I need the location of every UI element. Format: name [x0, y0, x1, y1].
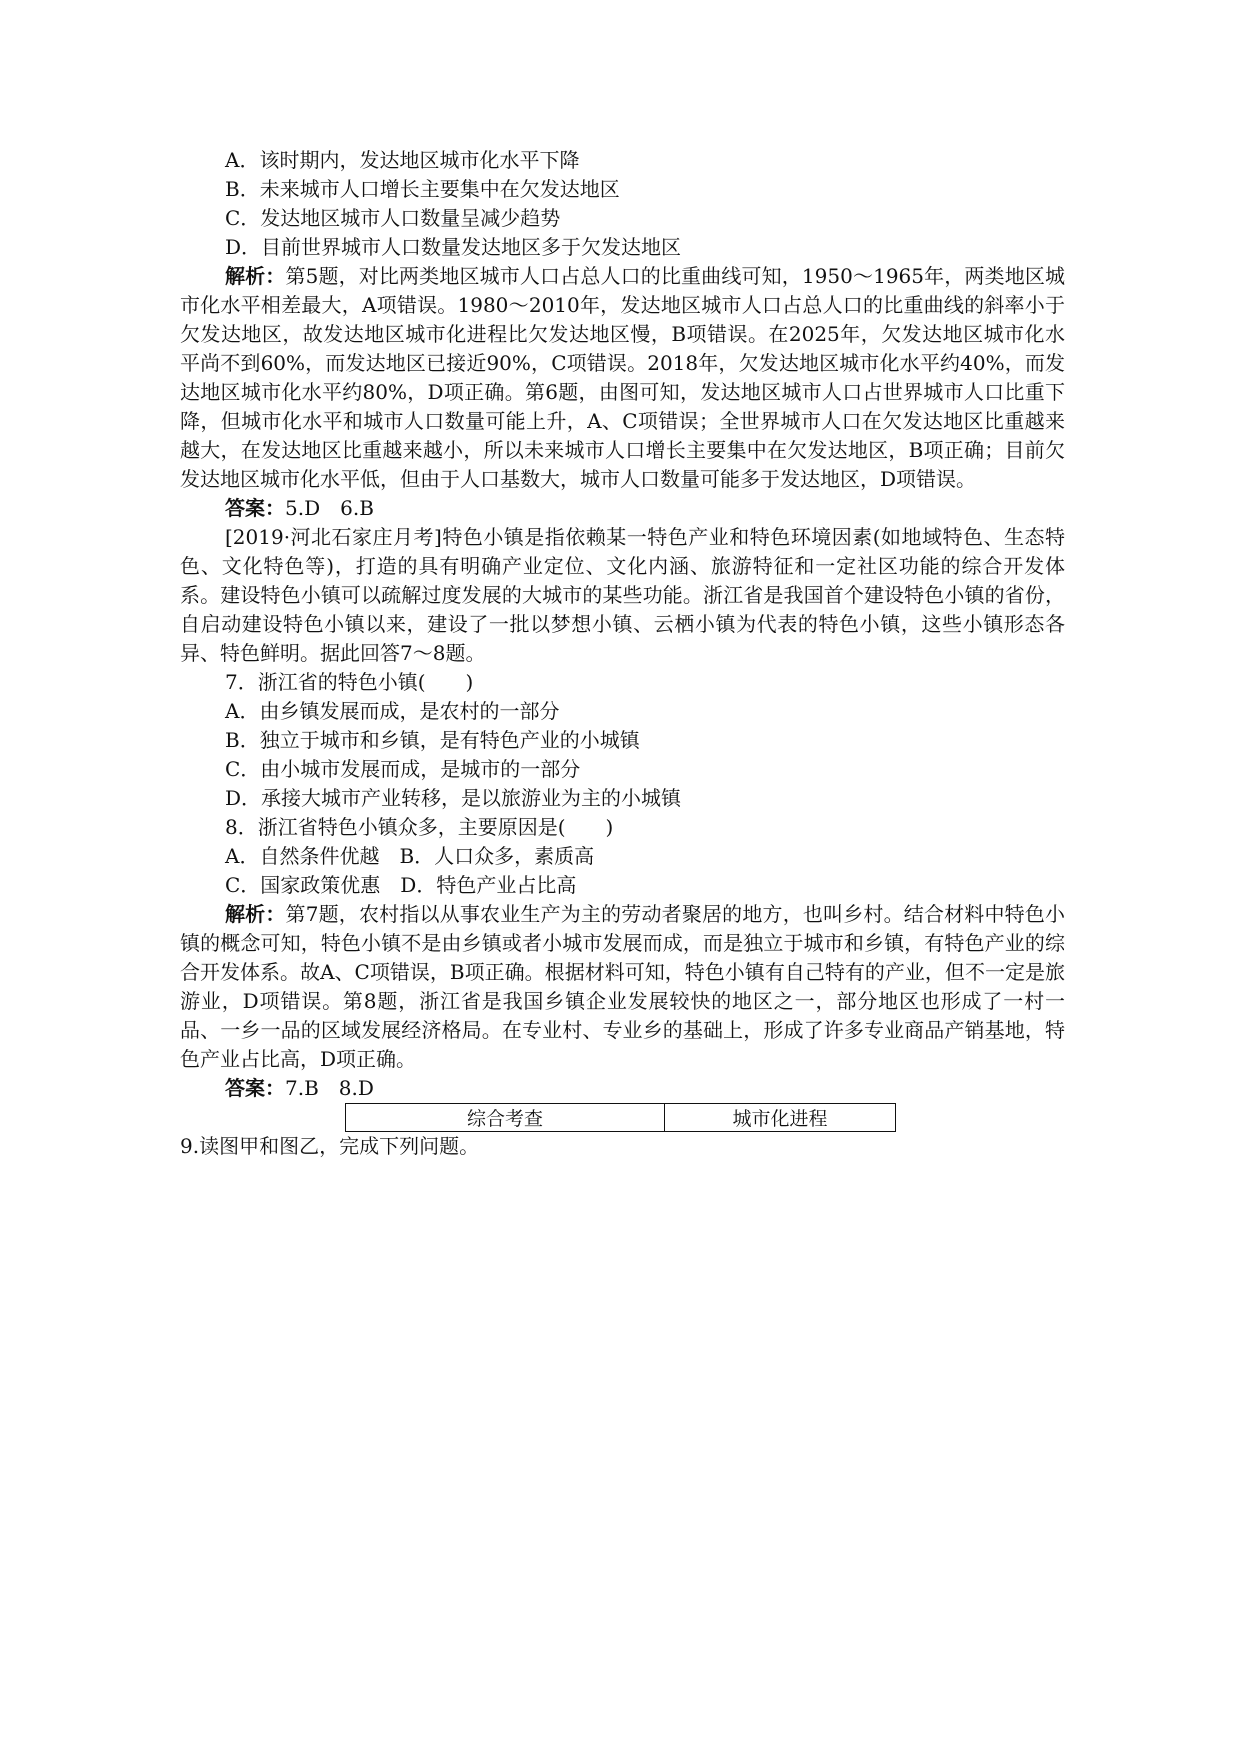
section-category: 综合考查 [346, 1104, 665, 1131]
answer-text: 5.D 6.B [285, 496, 374, 520]
answer-5-6 [180, 494, 1065, 523]
q7-option-c: C．由小城市发展而成，是城市的一部分 [225, 757, 581, 781]
q6-option-c: C．发达地区城市人口数量呈减少趋势 [225, 206, 561, 230]
q7-option-b: B．独立于城市和乡镇，是有特色产业的小城镇 [225, 728, 640, 752]
q6-option-d: D．目前世界城市人口数量发达地区多于欠发达地区 [225, 235, 682, 259]
q6-option-a: A．该时期内，发达地区城市化水平下降 [225, 148, 580, 172]
answer-text: 7.B 8.D [285, 1076, 374, 1100]
answer-label: 答案： [225, 1076, 285, 1100]
q6-option-b: B．未来城市人口增长主要集中在欠发达地区 [225, 177, 620, 201]
passage-7-8 [180, 523, 1065, 668]
q9-stem: 9.读图甲和图乙，完成下列问题。 [180, 1134, 480, 1158]
q8-options-cd: C．国家政策优惠 D．特色产业占比高 [225, 873, 577, 897]
passage-text: 特色小镇是指依赖某一特色产业和特色环境因素(如地域特色、生态特色、文化特色等)，打造的具有明确产业定位、文化内涵、旅游特征和一定社区功能的综合开发体系。建设特色小镇可以疏解过度发展的大城市的某些功能。浙江省是我国首个建设特色小镇的省份，自启动建设特色小镇以来，建设了一批以梦想小镇、云栖小镇为代表的特色小镇，这些小镇形态各异、特色鲜明。据此回答7～8题。 [180, 525, 1065, 665]
q7-option-d: D．承接大城市产业转移，是以旅游业为主的小城镇 [225, 786, 682, 810]
analysis-label: 解析： [225, 264, 286, 288]
analysis-text: 第7题，农村指以从事农业生产为主的劳动者聚居的地方，也叫乡村。结合材料中特色小镇的概念可知，特色小镇不是由乡镇或者小城市发展而成，而是独立于城市和乡镇，有特色产业的综合开发体系。故A、C项错误，B项正确。根据材料可知，特色小镇有自己特有的产业，但不一定是旅游业，D项错误。第8题，浙江省是我国乡镇企业发展较快的地区之一，部分地区也形成了一村一品、一乡一品的区域发展经济格局。在专业村、专业乡的基础上，形成了许多专业商品产销基地，特色产业占比高，D项正确。 [180, 902, 1066, 1071]
section-topic: 城市化进程 [732, 1108, 828, 1130]
q7-option-a: A．由乡镇发展而成，是农村的一部分 [225, 699, 560, 723]
q8-stem: 8．浙江省特色小镇众多，主要原因是( ) [225, 815, 614, 839]
section-header-table [345, 1103, 896, 1132]
answer-label: 答案： [225, 496, 285, 520]
q7-stem: 7．浙江省的特色小镇( ) [225, 670, 474, 694]
q8-options-ab: A．自然条件优越 B．人口众多，素质高 [225, 844, 595, 868]
document-content [180, 146, 1065, 1161]
analysis-text: 第5题，对比两类地区城市人口占总人口的比重曲线可知，1950～1965年，两类地区城市化水平相差最大，A项错误。1980～2010年，发达地区城市人口占总人口的比重曲线的斜率小于欠发达地区，故发达地区城市化进程比欠发达地区慢，B项错误。在2025年，欠发达地区城市化水平尚不到60%，而发达地区已接近90%，C项错误。2018年，欠发达地区城市化水平约40%，而发达地区城市化水平约80%，D项正确。第6题，由图可知，发达地区城市人口占世界城市人口比重下降，但城市化水平和城市人口数量可能上升，A、C项错误；全世界城市人口在欠发达地区比重越来越大，在发达地区比重越来越小，所以未来城市人口增长主要集中在欠发达地区，B项正确；目前欠发达地区城市化水平低，但由于人口基数大，城市人口数量可能多于发达地区，D项错误。 [180, 264, 1065, 491]
analysis-7-8 [180, 900, 1065, 1074]
analysis-label: 解析： [225, 902, 286, 926]
passage-source: [2019·河北石家庄月考] [225, 525, 442, 549]
answer-7-8 [180, 1074, 1065, 1103]
analysis-5-6 [180, 262, 1065, 494]
